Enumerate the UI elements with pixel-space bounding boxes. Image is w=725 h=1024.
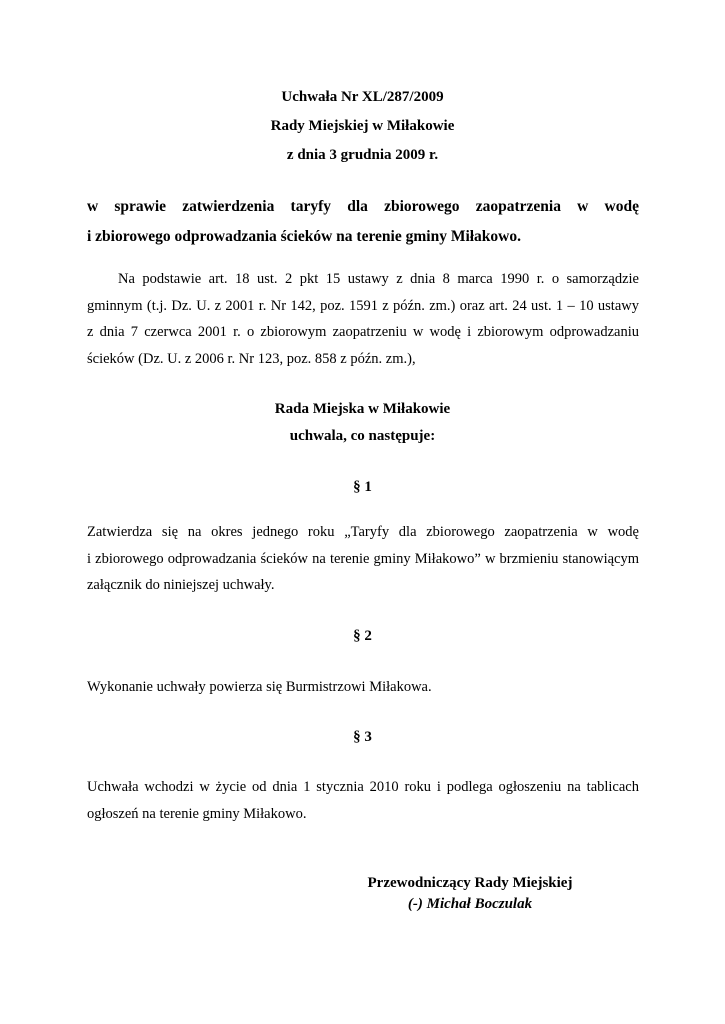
resolution-subject	[87, 192, 639, 252]
preamble	[87, 266, 639, 373]
section-3-line-2: ogłoszeń na terenie gminy Miłakowo.	[87, 805, 307, 822]
section-2-text	[87, 674, 639, 701]
preamble-line-4: ścieków (Dz. U. z 2006 r. Nr 123, poz. 858 z późn. zm.),	[87, 351, 416, 368]
section-3-heading: § 3	[353, 729, 372, 745]
preamble-line-3: z dnia 7 czerwca 2001 r. o zbiorowym zaopatrzeniu w wodę i zbiorowym odprowadzaniu	[87, 324, 639, 341]
section-1-heading: § 1	[353, 479, 372, 495]
section-1-line-1: Zatwierdza się na okres jednego roku „Taryfy dla zbiorowego zaopatrzenia w wodę	[87, 524, 639, 540]
section-3-text	[87, 774, 639, 827]
council-name: Rady Miejskiej w Miłakowie	[270, 118, 455, 134]
section-3-line-1: Uchwała wchodzi w życie od dnia 1 stycznia 2010 roku i podlega ogłoszeniu na tablicach	[87, 779, 639, 795]
resolving-body: Rada Miejska w Miłakowie	[274, 401, 451, 417]
section-2-line-1: Wykonanie uchwały powierza się Burmistrzowi Miłakowa.	[87, 679, 432, 695]
section-1-line-3: załącznik do niniejszej uchwały.	[87, 577, 275, 594]
subject-line-1: w sprawie zatwierdzenia taryfy dla zbiorowego zaopatrzenia w wodę	[87, 198, 639, 215]
signatory-title: Przewodniczący Rady Miejskiej	[367, 875, 573, 891]
section-2-heading: § 2	[353, 628, 372, 644]
section-1-text	[87, 519, 639, 599]
signatory-name: (-) Michał Boczulak	[407, 896, 533, 912]
resolution-date: z dnia 3 grudnia 2009 r.	[286, 147, 439, 163]
resolving-formula: uchwala, co następuje:	[289, 428, 436, 444]
resolution-title: Uchwała Nr XL/287/2009	[281, 89, 444, 105]
section-1-line-2: i zbiorowego odprowadzania ścieków na terenie gminy Miłakowo” w brzmieniu stanowiącym	[87, 550, 639, 567]
preamble-line-1: Na podstawie art. 18 ust. 2 pkt 15 ustawy z dnia 8 marca 1990 r. o samorządzie	[118, 271, 639, 287]
preamble-line-2: gminnym (t.j. Dz. U. z 2001 r. Nr 142, poz. 1591 z późn. zm.) oraz art. 24 ust. 1 – 10 ustawy	[87, 297, 639, 314]
signature-block	[330, 873, 610, 915]
subject-line-2: i zbiorowego odprowadzania ścieków na terenie gminy Miłakowo.	[87, 228, 521, 245]
